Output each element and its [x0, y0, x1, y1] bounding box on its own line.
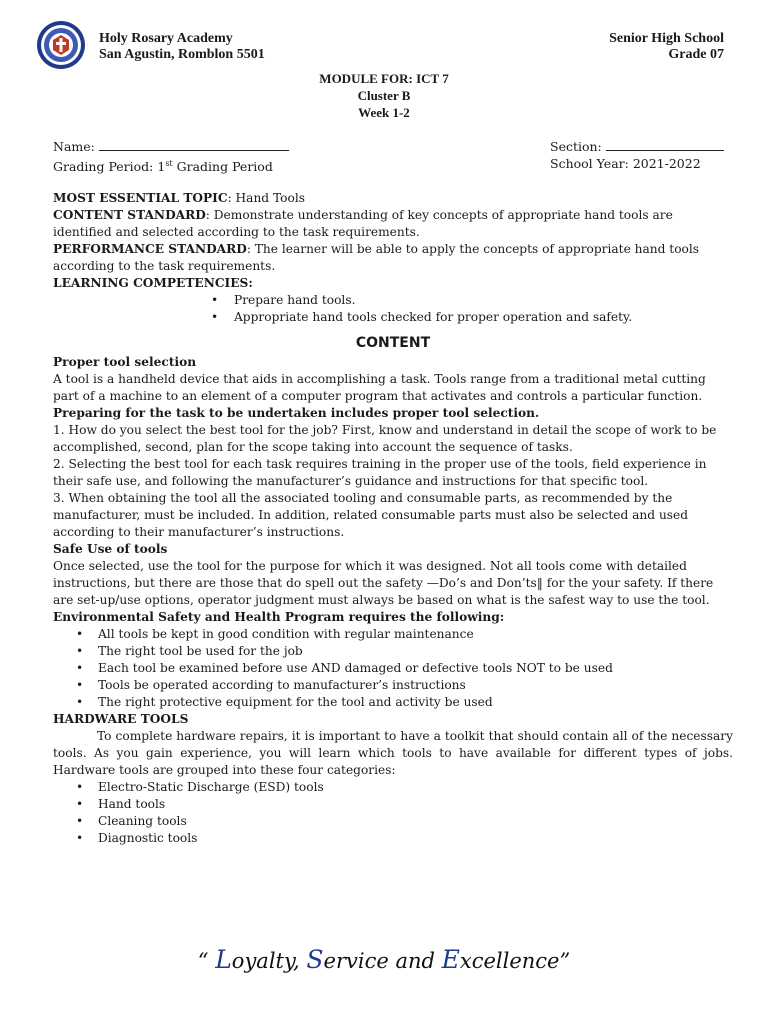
grade-level: Grade 07	[668, 47, 724, 62]
list-item: • Electro-Static Discharge (ESD) tools	[53, 779, 733, 796]
motto-initial: L	[215, 945, 232, 974]
essential-topic	[53, 190, 733, 207]
list-item: • The right tool be used for the job	[53, 643, 733, 660]
name-field[interactable]	[53, 138, 289, 155]
grading-period-label: Grading Period: 1	[53, 159, 166, 175]
motto-open-quote: “	[197, 949, 216, 973]
hardware-tools-heading: HARDWARE TOOLS	[53, 712, 189, 726]
hardware-tools-paragraph: To complete hardware repairs, it is important to have a toolkit that should contain all of the necessary tools. As you gain experience, you will learn which tools to have available for different types of jobs. Hardware tools are grouped into these four categories:	[53, 729, 733, 777]
performance-standard-value: : The learner will be able to apply the concepts of appropriate hand tools according to the task requirements.	[53, 242, 700, 273]
performance-standard-label: PERFORMANCE STANDARD	[53, 242, 247, 256]
content-title: CONTENT	[355, 335, 431, 351]
env-safety-list	[53, 626, 733, 711]
school-address: San Agustin, Romblon 5501	[99, 47, 265, 62]
tool-selection-heading: Proper tool selection	[53, 355, 197, 369]
school-header	[99, 31, 265, 63]
school-motto	[0, 945, 768, 974]
school-level: Senior High School	[609, 31, 724, 46]
motto-initial: E	[441, 945, 460, 974]
name-label: Name:	[53, 139, 95, 154]
list-item: • Prepare hand tools.	[53, 292, 733, 309]
list-item: • Diagnostic tools	[53, 830, 733, 847]
competencies-label: LEARNING COMPETENCIES:	[53, 276, 253, 290]
school-name: Holy Rosary Academy	[99, 31, 233, 46]
module-body	[53, 190, 733, 847]
list-item: • Tools be operated according to manufacturer’s instructions	[53, 677, 733, 694]
grading-period-suffix: st	[165, 159, 173, 168]
safe-use-paragraph: Once selected, use the tool for the purpose for which it was designed. Not all tools come with detailed instructions, but there are those that do spell out the safety —Do’s and Don’ts‖ for the your safety. If there are set-up/use options, operator judgment must always be based on what is the safest way to use the tool.	[53, 559, 714, 607]
content-standard-value: : Demonstrate understanding of key concepts of appropriate hand tools are identified and selected according to the task requirements.	[53, 208, 673, 239]
list-item: • Hand tools	[53, 796, 733, 813]
school-seal-logo	[36, 20, 86, 70]
content-standard-label: CONTENT STANDARD	[53, 208, 206, 222]
level-header	[609, 31, 724, 63]
module-heading	[0, 70, 768, 121]
performance-standard	[53, 241, 733, 275]
hardware-tools-list	[53, 779, 733, 847]
section-field[interactable]	[550, 138, 724, 155]
section-label: Section:	[550, 139, 602, 154]
content-standard	[53, 207, 733, 241]
motto-word: xcellence	[459, 949, 560, 973]
list-item: • Each tool be examined before use AND damaged or defective tools NOT to be used	[53, 660, 733, 677]
step-item: 1. How do you select the best tool for the job? First, know and understand in detail the scope of work to be accomplished, second, plan for the scope taking into account the sequence of tasks.	[53, 423, 717, 454]
competencies-list	[53, 292, 733, 326]
grading-period	[53, 155, 273, 175]
motto-word: ervice and	[323, 949, 442, 973]
module-title: MODULE FOR: ICT 7	[319, 71, 449, 86]
safe-use-heading: Safe Use of tools	[53, 542, 168, 556]
list-item: • Cleaning tools	[53, 813, 733, 830]
list-item: • All tools be kept in good condition with regular maintenance	[53, 626, 733, 643]
tool-selection-paragraph: A tool is a handheld device that aids in accomplishing a task. Tools range from a traditional metal cutting part of a machine to an element of a computer program that activates and controls a particular function.	[53, 372, 706, 403]
list-item: • Appropriate hand tools checked for proper operation and safety.	[53, 309, 733, 326]
env-safety-heading: Environmental Safety and Health Program requires the following:	[53, 610, 505, 624]
topic-label: MOST ESSENTIAL TOPIC	[53, 191, 228, 205]
motto-word: oyalty,	[231, 949, 307, 973]
step-item: 3. When obtaining the tool all the associated tooling and consumable parts, as recommended by the manufacturer, must be included. In addition, related consumable parts must also be selected and used according to their manufacturer’s instructions.	[53, 491, 689, 539]
grading-period-rest: Grading Period	[172, 159, 273, 175]
motto-close-quote: ”	[559, 949, 571, 973]
school-year: School Year: 2021-2022	[550, 156, 701, 171]
module-week: Week 1-2	[358, 105, 410, 120]
step-item: 2. Selecting the best tool for each task requires training in the proper use of the tools, field experience in their safe use, and following the manufacturer’s guidance and instructions for that specific tool.	[53, 457, 707, 488]
section-blank-line[interactable]	[606, 138, 724, 151]
motto-initial: S	[306, 945, 324, 974]
name-blank-line[interactable]	[99, 138, 289, 151]
list-item: • The right protective equipment for the tool and activity be used	[53, 694, 733, 711]
topic-value: : Hand Tools	[227, 191, 305, 205]
module-cluster: Cluster B	[357, 88, 411, 103]
preparing-heading: Preparing for the task to be undertaken includes proper tool selection.	[53, 406, 540, 420]
